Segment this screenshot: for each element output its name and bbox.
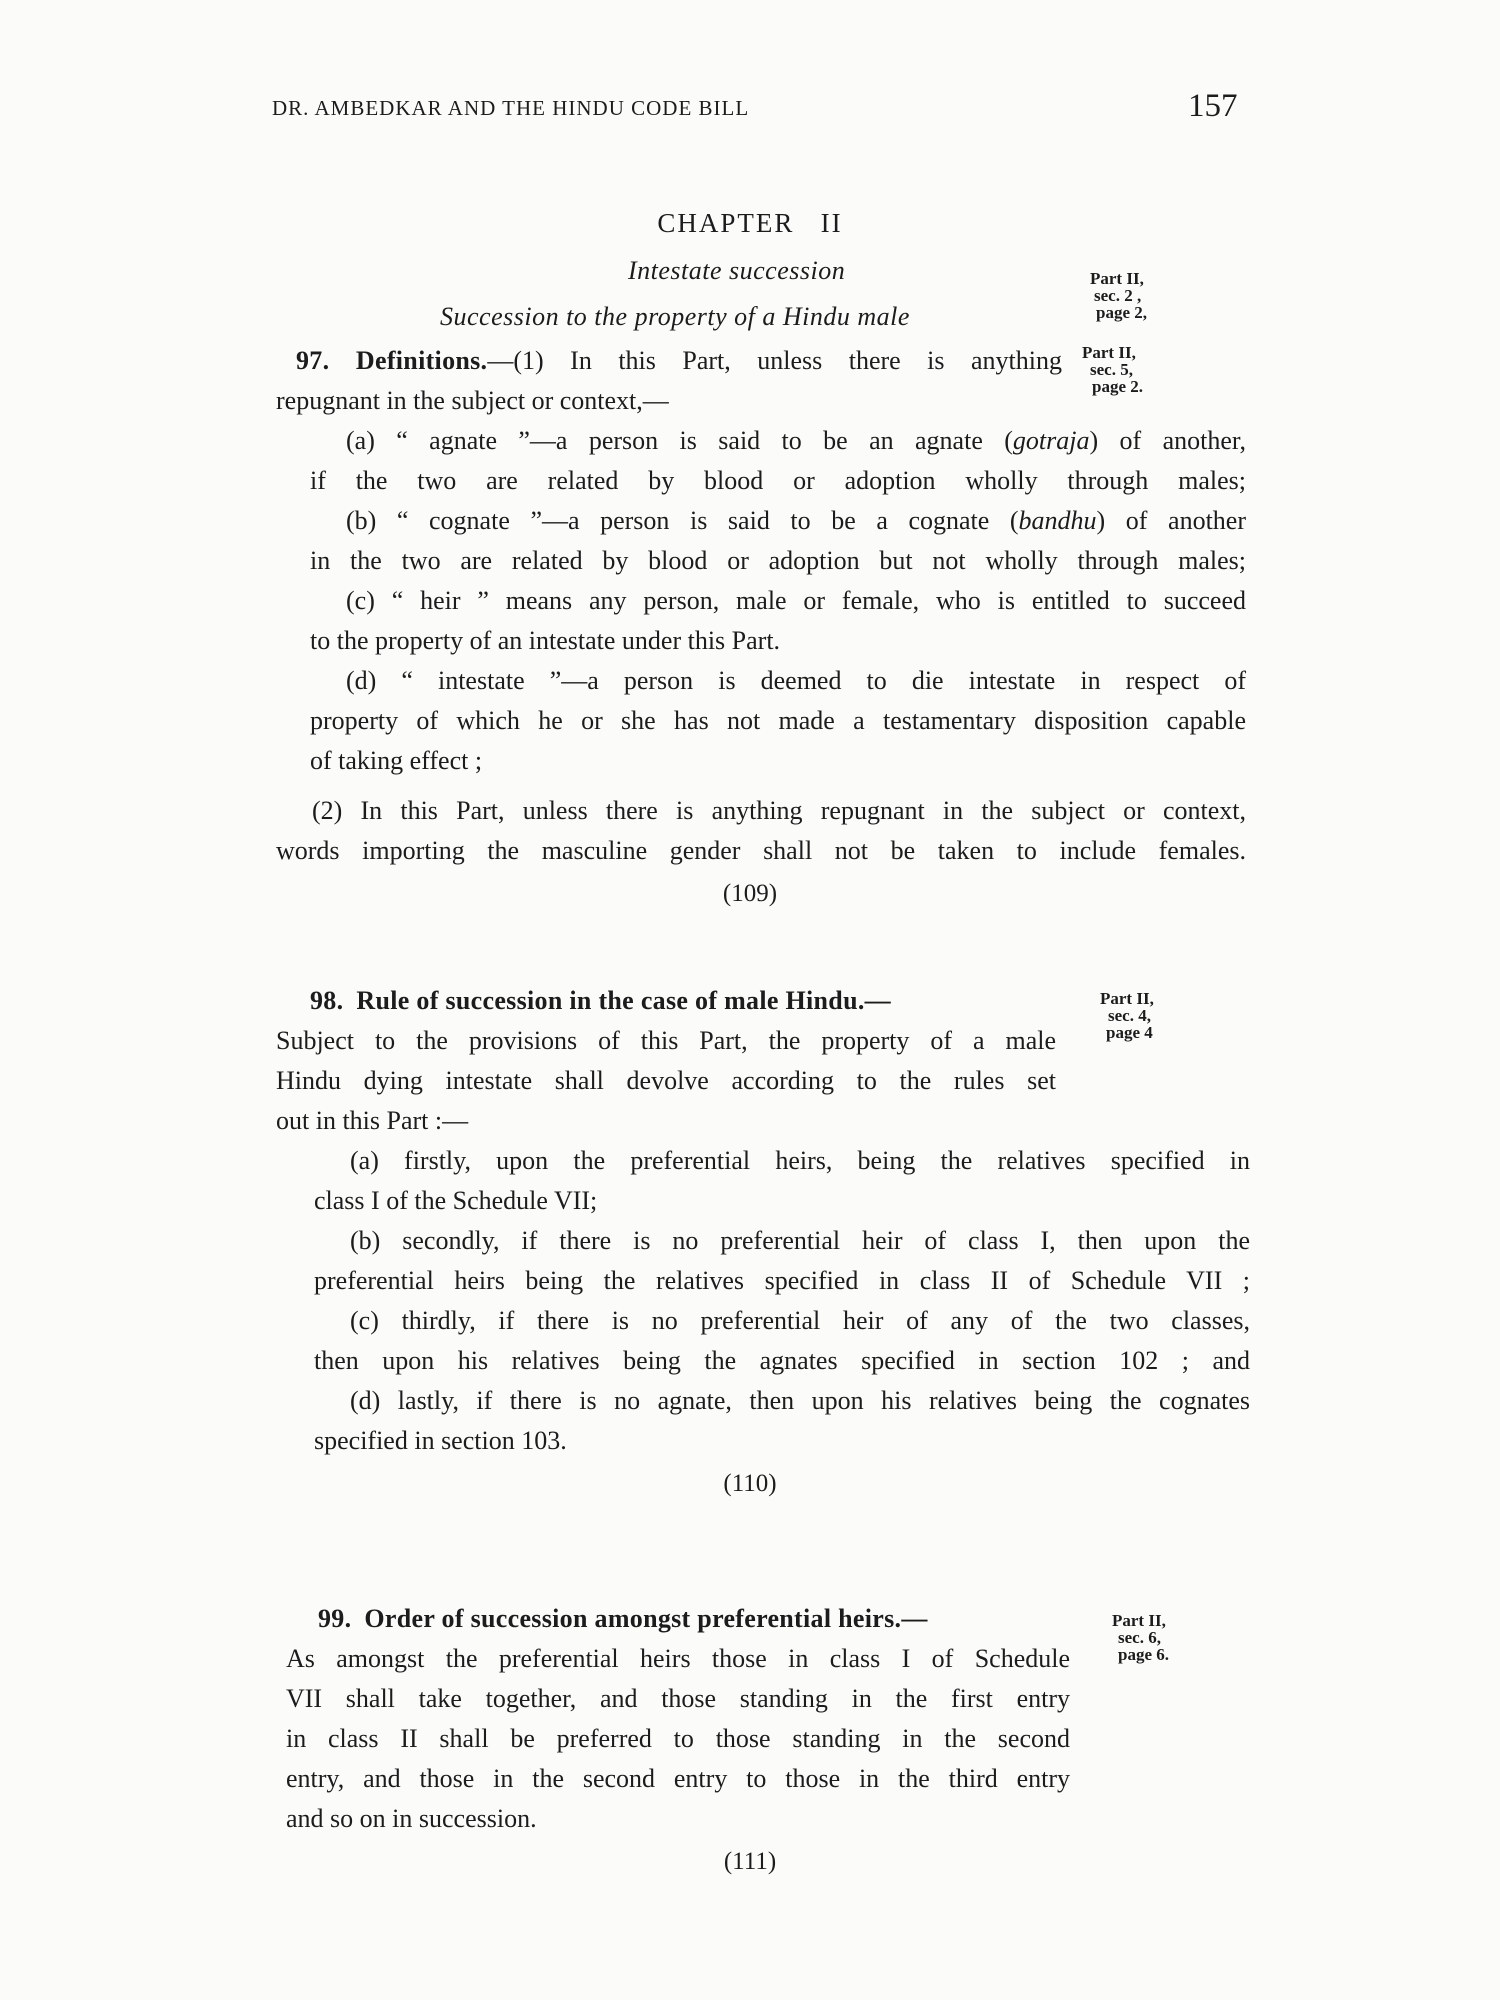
text-fragment: ) of another <box>1096 506 1246 535</box>
text-line: class I of the Schedule VII; <box>314 1186 598 1215</box>
margin-note-line: Part II, <box>1082 343 1136 362</box>
text-line: then upon his relatives being the agnates specified in section 102 ; and <box>314 1346 1250 1375</box>
text-line: property of which he or she has not made a testamentary disposition capable <box>310 706 1246 735</box>
text-line: preferential heirs being the relatives specified in class II of Schedule VII ; <box>314 1266 1250 1295</box>
section-number: 99. <box>318 1604 352 1633</box>
clause-number: (110) <box>723 1470 777 1497</box>
margin-note-1 <box>1090 270 1147 321</box>
margin-note-line: sec. 6, <box>1118 1628 1161 1647</box>
text-line: Hindu dying intestate shall devolve according to the rules set <box>276 1066 1056 1095</box>
section-title: Rule of succession in the case of male Hindu.— <box>356 986 891 1015</box>
chapter-subtitle: Intestate succession <box>628 256 846 285</box>
margin-note-line: sec. 5, <box>1090 360 1133 379</box>
text-line: words importing the masculine gender shall not be taken to include females. <box>276 836 1246 865</box>
text-line: out in this Part :— <box>276 1106 469 1135</box>
clause-a-line <box>346 426 1246 456</box>
margin-note-line: page 2, <box>1096 303 1147 322</box>
margin-note-line: page 6. <box>1118 1645 1169 1664</box>
margin-note-line: page 4 <box>1106 1023 1153 1042</box>
text-line: (c) thirdly, if there is no preferential heir of any of the two classes, <box>350 1306 1250 1335</box>
margin-note-line: page 2. <box>1092 377 1143 396</box>
page-number: 157 <box>1188 88 1238 124</box>
text-line: VII shall take together, and those standing in the first entry <box>286 1684 1070 1713</box>
text-line: specified in section 103. <box>314 1426 567 1455</box>
text-fragment: (b) “ cognate ”—a person is said to be a cognate ( <box>346 506 1019 535</box>
section-number: 97. <box>296 346 330 375</box>
chapter-title: CHAPTER II <box>657 208 843 238</box>
chapter-subheading: Succession to the property of a Hindu male <box>440 302 910 331</box>
margin-note-line: sec. 2 , <box>1094 286 1142 305</box>
margin-note-3 <box>1100 990 1154 1041</box>
text-fragment: ) of another, <box>1089 426 1246 455</box>
term-italic: bandhu <box>1018 506 1097 535</box>
clause-b-line <box>346 506 1246 536</box>
text-line: of taking effect ; <box>310 746 483 775</box>
margin-note-2 <box>1082 344 1143 395</box>
text-line: (a) firstly, upon the preferential heirs, being the relatives specified in <box>350 1146 1250 1175</box>
section-title: Order of succession amongst preferential heirs.— <box>364 1604 928 1633</box>
s98-heading-line <box>310 986 1070 1016</box>
text-line: if the two are related by blood or adoption wholly through males; <box>310 466 1246 495</box>
text-line: (d) “ intestate ”—a person is deemed to die intestate in respect of <box>346 666 1246 695</box>
text-line: repugnant in the subject or context,— <box>276 386 669 415</box>
term-italic: gotraja <box>1012 426 1090 455</box>
text-line: to the property of an intestate under this Part. <box>310 626 781 655</box>
section-number: 98. <box>310 986 344 1015</box>
clause-number: (109) <box>722 880 778 907</box>
text-line: and so on in succession. <box>286 1804 537 1833</box>
text-line: (b) secondly, if there is no preferential heir of class I, then upon the <box>350 1226 1250 1255</box>
text-line: (2) In this Part, unless there is anything repugnant in the subject or context, <box>312 796 1246 825</box>
text-line: in class II shall be preferred to those standing in the second <box>286 1724 1070 1753</box>
text-line: (c) “ heir ” means any person, male or female, who is entitled to succeed <box>346 586 1246 615</box>
section-text: —(1) In this Part, unless there is anything <box>487 346 1063 375</box>
margin-note-line: Part II, <box>1112 1611 1166 1630</box>
s97-heading-line <box>296 346 1062 376</box>
clause-number: (111) <box>723 1848 777 1875</box>
text-line: entry, and those in the second entry to those in the third entry <box>286 1764 1070 1793</box>
running-head: DR. AMBEDKAR AND THE HINDU CODE BILL <box>272 96 750 120</box>
text-line: As amongst the preferential heirs those in class I of Schedule <box>286 1644 1070 1673</box>
margin-note-line: sec. 4, <box>1108 1006 1151 1025</box>
text-fragment: (a) “ agnate ”—a person is said to be an agnate ( <box>346 426 1013 455</box>
margin-note-line: Part II, <box>1090 269 1144 288</box>
s99-heading-line <box>318 1604 1098 1634</box>
text-line: Subject to the provisions of this Part, the property of a male <box>276 1026 1056 1055</box>
section-title: Definitions. <box>355 346 488 375</box>
margin-note-4 <box>1112 1612 1169 1663</box>
text-line: in the two are related by blood or adoption but not wholly through males; <box>310 546 1246 575</box>
margin-note-line: Part II, <box>1100 989 1154 1008</box>
text-line: (d) lastly, if there is no agnate, then upon his relatives being the cognates <box>350 1386 1250 1415</box>
